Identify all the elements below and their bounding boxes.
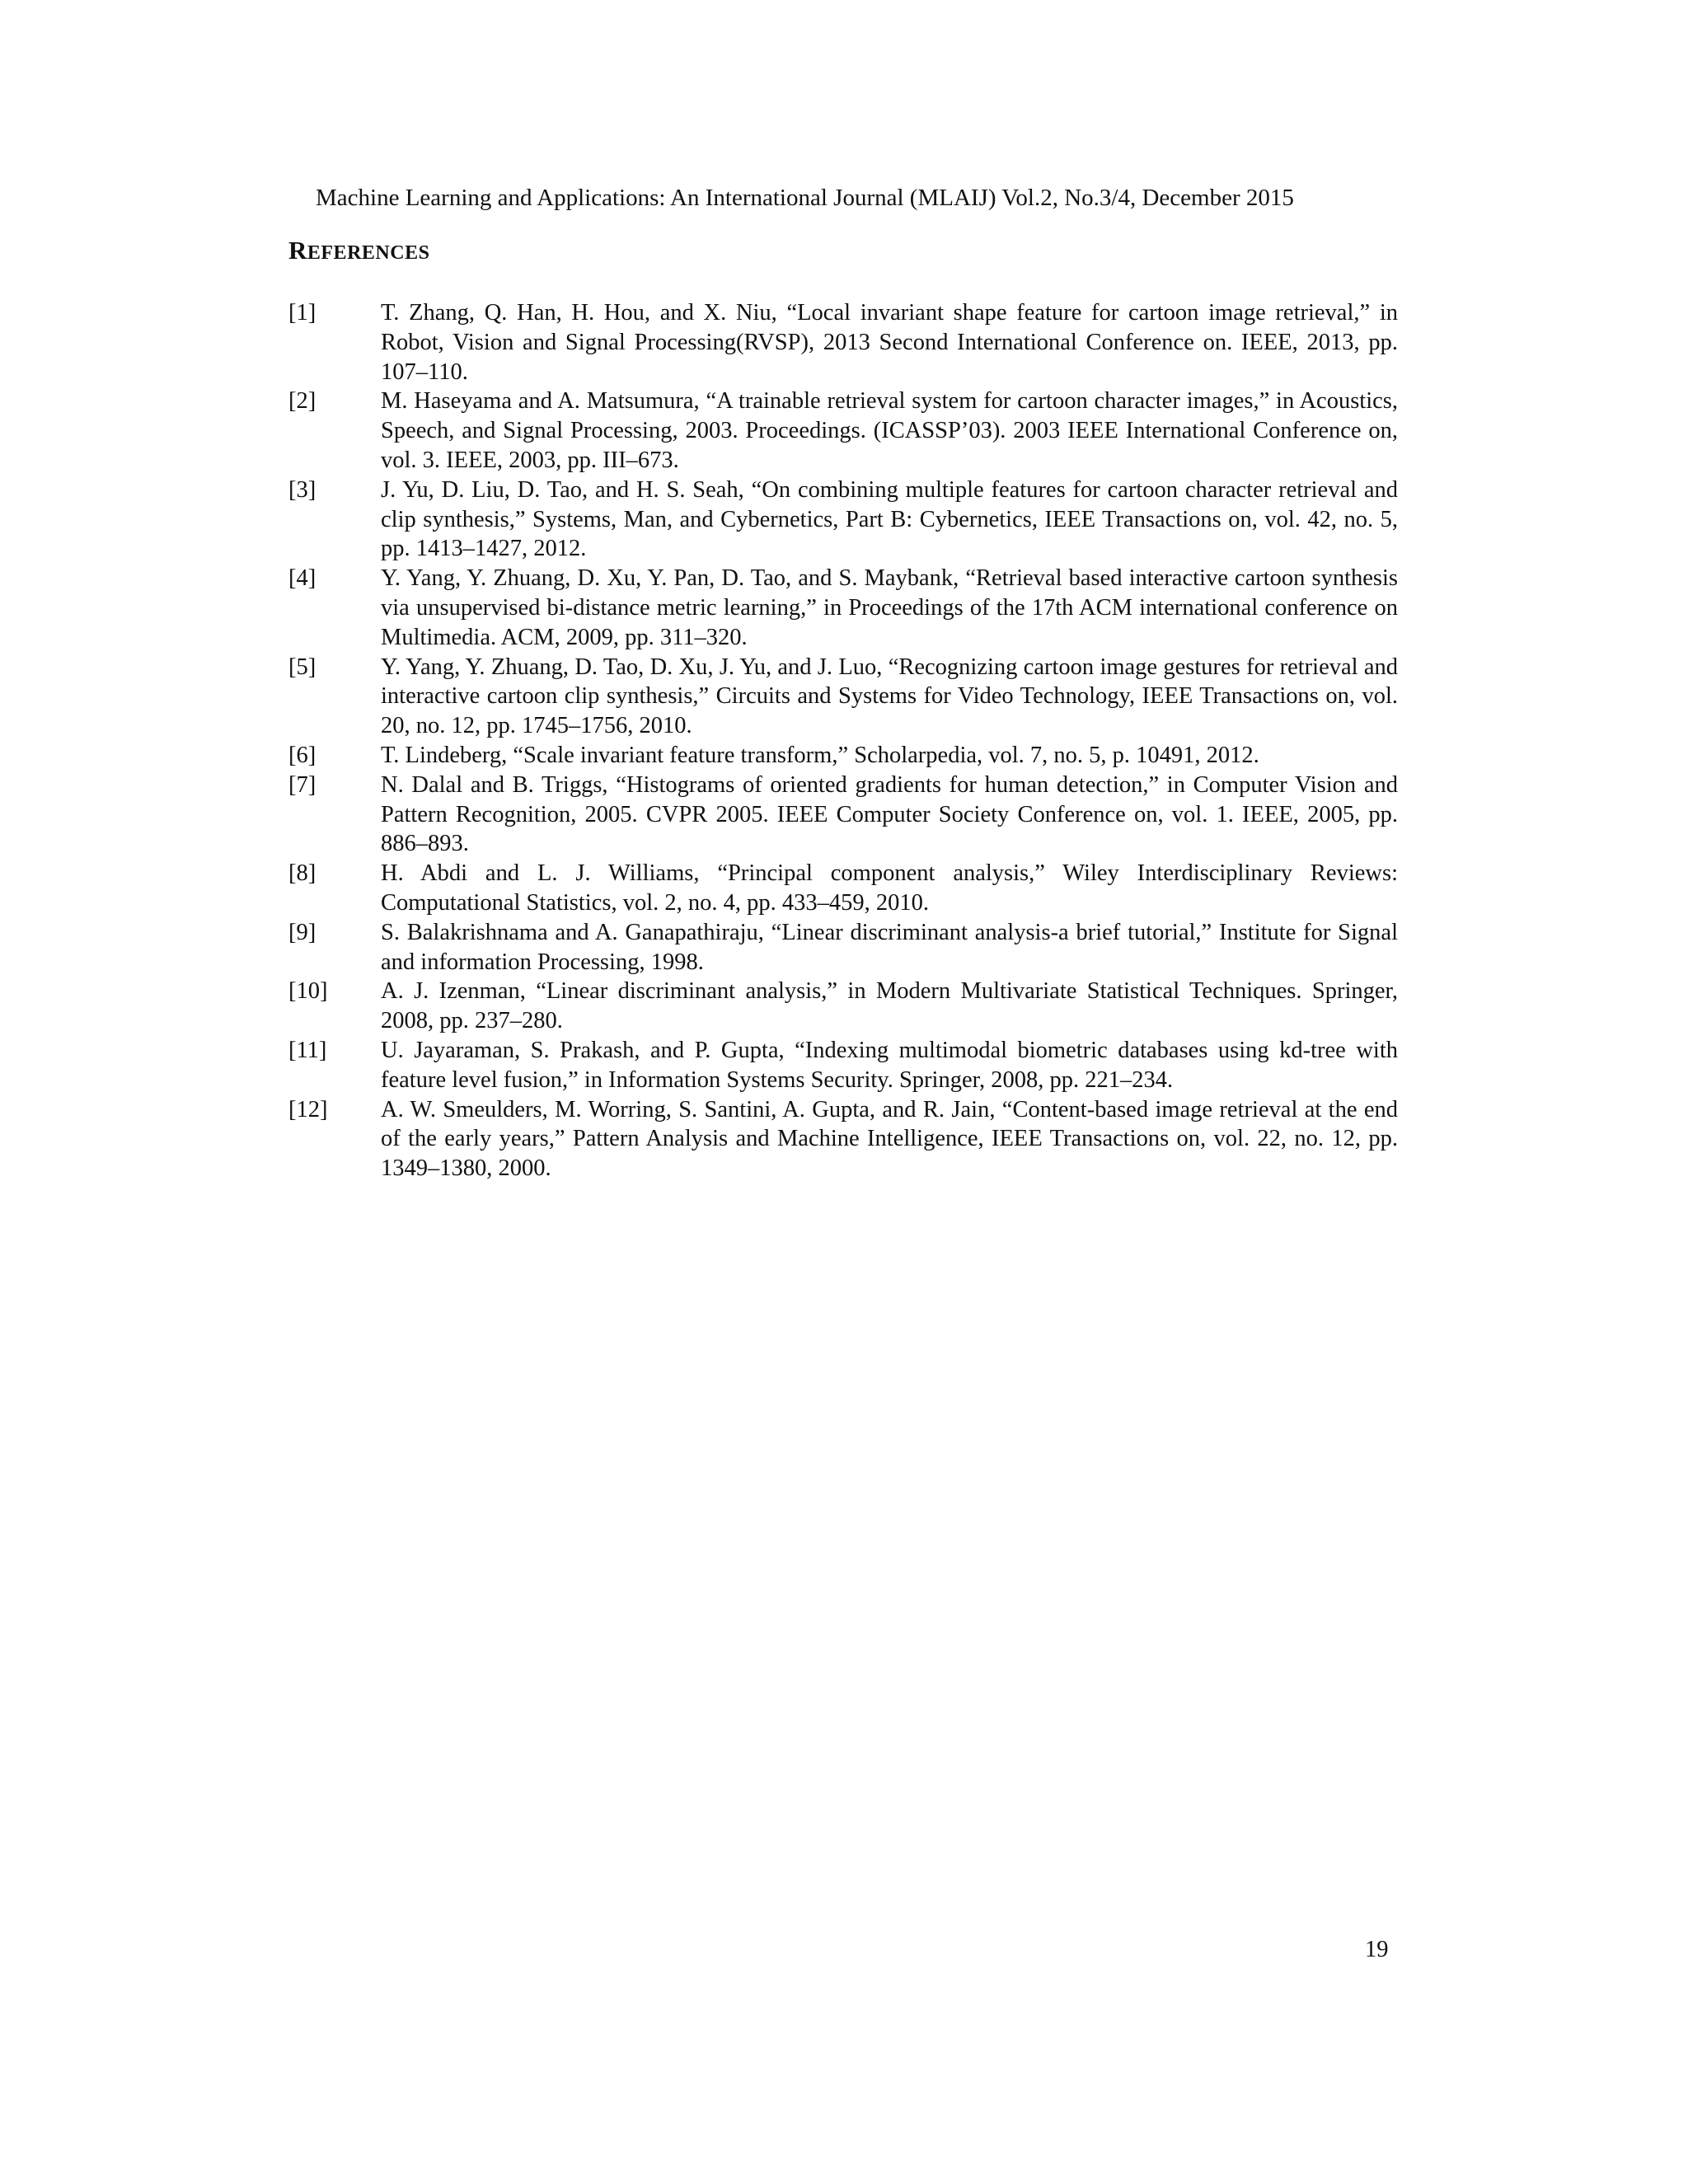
reference-item-5	[288, 653, 1398, 741]
reference-text: U. Jayaraman, S. Prakash, and P. Gupta, “Indexing multimodal biometric databases using kd-tree with feature level fusion,” in Information Systems Security. Springer, 2008, pp. 221–234.	[381, 1037, 1398, 1093]
reference-item-6	[288, 741, 1398, 771]
reference-number: [1]	[288, 300, 316, 326]
reference-text: H. Abdi and L. J. Williams, “Principal component analysis,” Wiley Interdisciplinary Reviews: Computational Statistics, vol. 2, no. 4, pp. 433–459, 2010.	[381, 860, 1398, 916]
reference-item-10	[288, 977, 1398, 1036]
reference-item-3	[288, 476, 1398, 564]
reference-number: [3]	[288, 476, 316, 503]
reference-number: [6]	[288, 742, 316, 768]
reference-text: A. W. Smeulders, M. Worring, S. Santini, A. Gupta, and R. Jain, “Content-based image retrieval at the end of the early years,” Pattern Analysis and Machine Intelligence, IEEE Transactions on, vol. 22, no. 12, pp. 1349–1380, 2000.	[381, 1096, 1398, 1182]
journal-running-header: Machine Learning and Applications: An International Journal (MLAIJ) Vol.2, No.3/4, December 2015	[316, 185, 1294, 211]
reference-number: [12]	[288, 1096, 328, 1122]
reference-list	[288, 298, 1398, 1183]
reference-item-8	[288, 859, 1398, 918]
reference-text: A. J. Izenman, “Linear discriminant analysis,” in Modern Multivariate Statistical Techniques. Springer, 2008, pp. 237–280.	[381, 978, 1398, 1034]
reference-number: [8]	[288, 860, 316, 887]
reference-text: T. Zhang, Q. Han, H. Hou, and X. Niu, “Local invariant shape feature for cartoon image retrieval,” in Robot, Vision and Signal Processing(RVSP), 2013 Second International Conference on. IEEE, 2013, pp. 107–110.	[381, 300, 1398, 385]
reference-text: Y. Yang, Y. Zhuang, D. Tao, D. Xu, J. Yu, and J. Luo, “Recognizing cartoon image gestures for retrieval and interactive cartoon clip synthesis,” Circuits and Systems for Video Technology, IEEE Transactions on, vol. 20, no. 12, pp. 1745–1756, 2010.	[381, 654, 1398, 739]
reference-item-11	[288, 1036, 1398, 1095]
reference-text: M. Haseyama and A. Matsumura, “A trainable retrieval system for cartoon character images,” in Acoustics, Speech, and Signal Processing, 2003. Proceedings. (ICASSP’03). 2003 IEEE International Conference on, vol. 3. IEEE, 2003, pp. III–673.	[381, 388, 1398, 473]
reference-text: Y. Yang, Y. Zhuang, D. Xu, Y. Pan, D. Tao, and S. Maybank, “Retrieval based interactive cartoon synthesis via unsupervised bi-distance metric learning,” in Proceedings of the 17th ACM international conference on Multimedia. ACM, 2009, pp. 311–320.	[381, 565, 1398, 650]
reference-number: [4]	[288, 565, 316, 592]
reference-text: S. Balakrishnama and A. Ganapathiraju, “Linear discriminant analysis-a brief tutorial,” Institute for Signal and information Processing, 1998.	[381, 919, 1398, 975]
reference-text: T. Lindeberg, “Scale invariant feature transform,” Scholarpedia, vol. 7, no. 5, p. 10491, 2012.	[381, 742, 1259, 768]
reference-number: [2]	[288, 388, 316, 415]
reference-number: [7]	[288, 771, 316, 798]
reference-text: J. Yu, D. Liu, D. Tao, and H. S. Seah, “On combining multiple features for cartoon character retrieval and clip synthesis,” Systems, Man, and Cybernetics, Part B: Cybernetics, IEEE Transactions on, vol. 42, no. 5, pp. 1413–1427, 2012.	[381, 476, 1398, 562]
reference-item-9	[288, 918, 1398, 977]
references-heading-initial: R	[288, 236, 307, 265]
reference-number: [10]	[288, 978, 328, 1005]
reference-number: [5]	[288, 654, 316, 680]
reference-number: [9]	[288, 919, 316, 945]
reference-item-4	[288, 564, 1398, 652]
reference-item-12	[288, 1095, 1398, 1183]
reference-text: N. Dalal and B. Triggs, “Histograms of oriented gradients for human detection,” in Computer Vision and Pattern Recognition, 2005. CVPR 2005. IEEE Computer Society Conference on, vol. 1. IEEE, 2005, pp. 886–893.	[381, 771, 1398, 857]
reference-item-1	[288, 298, 1398, 387]
reference-item-7	[288, 771, 1398, 859]
references-heading	[288, 234, 429, 269]
page-number: 19	[1365, 1937, 1389, 1962]
reference-number: [11]	[288, 1037, 327, 1063]
reference-item-2	[288, 387, 1398, 475]
references-heading-rest: EFERENCES	[307, 242, 430, 264]
